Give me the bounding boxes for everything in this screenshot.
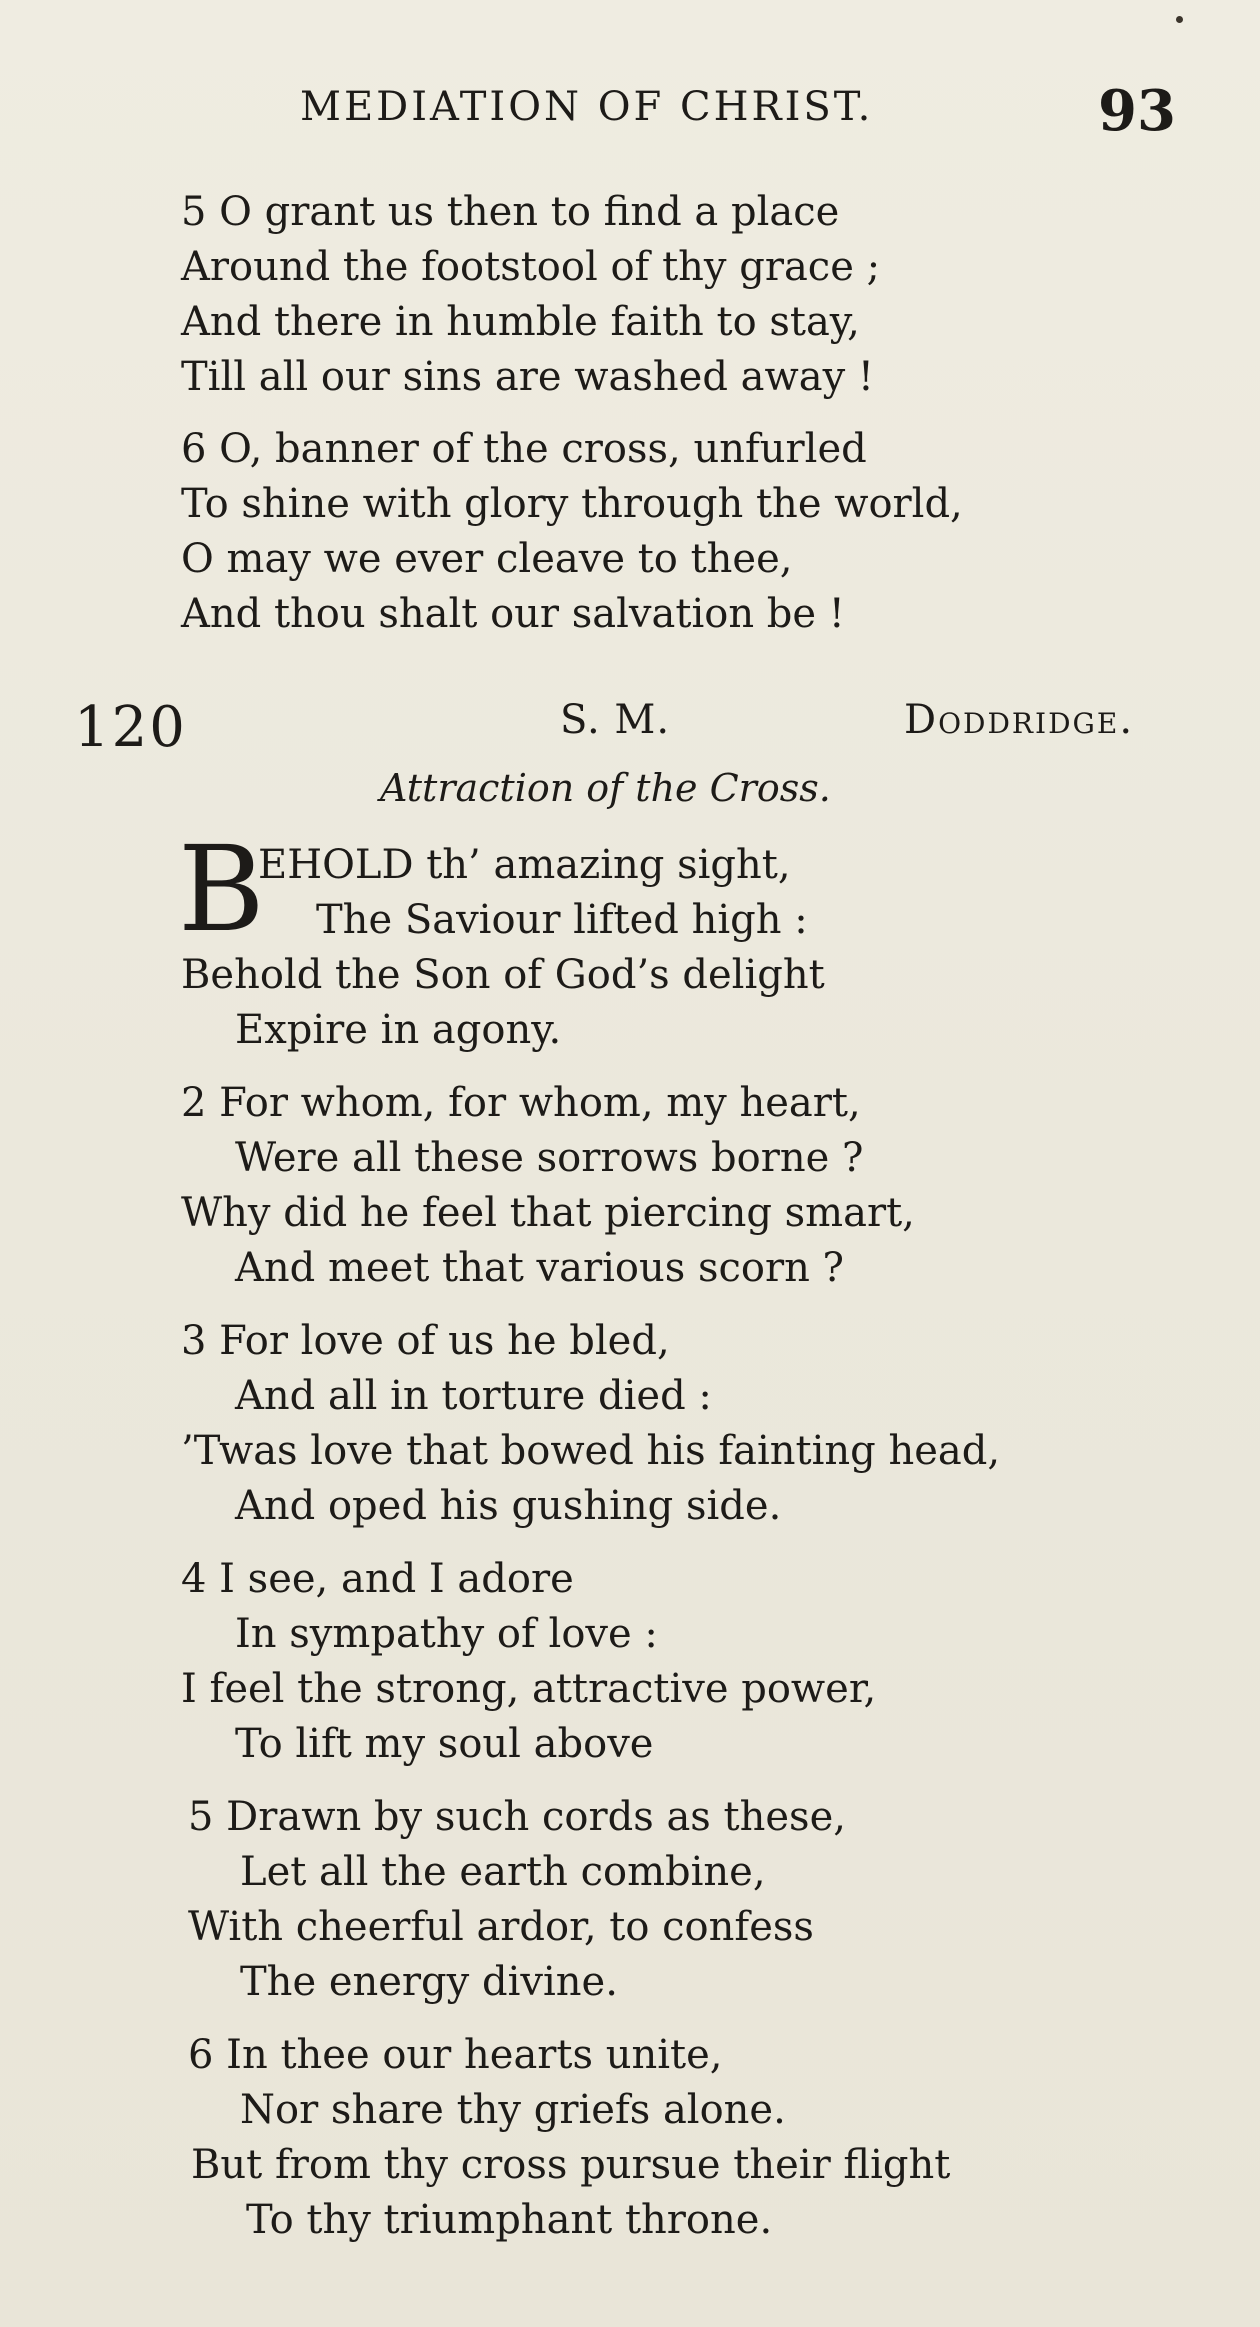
verse-line: Behold the Son of God’s delight: [181, 952, 825, 998]
verse-line: With cheerful ardor, to confess: [188, 1904, 814, 1950]
verse-line: And thou shalt our salvation be !: [181, 591, 845, 637]
verse-line: ’Twas love that bowed his fainting head,: [181, 1428, 1001, 1474]
verse-line: 5 Drawn by such cords as these,: [188, 1794, 846, 1840]
verse-line: Till all our sins are washed away !: [181, 354, 874, 400]
verse-line: To lift my soul above: [235, 1721, 654, 1767]
hymn-author: Doddridge.: [904, 697, 1135, 743]
verse-line: Let all the earth combine,: [240, 1849, 766, 1895]
verse-line: Around the footstool of thy grace ;: [181, 244, 881, 290]
page-number: 93: [1098, 78, 1176, 144]
verse-line: And meet that various scorn ?: [235, 1245, 845, 1291]
verse-line: EHOLD th’ amazing sight,: [258, 842, 791, 888]
verse-line: And oped his gushing side.: [235, 1483, 782, 1529]
verse-line: 2 For whom, for whom, my heart,: [181, 1080, 861, 1126]
verse-line: In sympathy of love :: [235, 1611, 658, 1657]
hymn-number: 120: [74, 695, 187, 760]
verse-line: 6 In thee our hearts unite,: [188, 2032, 723, 2078]
drop-cap: B: [178, 820, 265, 958]
verse-line: To shine with glory through the world,: [181, 481, 963, 527]
verse-line: O may we ever cleave to thee,: [181, 536, 793, 582]
verse-line: But from thy cross pursue their flight: [191, 2142, 951, 2188]
verse-line: 5 O grant us then to find a place: [181, 189, 840, 235]
verse-line: And all in torture died :: [235, 1373, 712, 1419]
verse-line: 4 I see, and I adore: [181, 1556, 574, 1602]
verse-line: Were all these sorrows borne ?: [235, 1135, 864, 1181]
verse-line: Why did he feel that piercing smart,: [181, 1190, 915, 1236]
verse-line: I feel the strong, attractive power,: [181, 1666, 877, 1712]
verse-line: The energy divine.: [240, 1959, 618, 2005]
verse-line: The Saviour lifted high :: [316, 897, 808, 943]
verse-line: 3 For love of us he bled,: [181, 1318, 670, 1364]
verse-line: And there in humble faith to stay,: [181, 299, 860, 345]
verse-line: To thy triumphant throne.: [246, 2197, 773, 2243]
verse-line: Expire in agony.: [235, 1007, 562, 1053]
verse-line: Nor share thy griefs alone.: [240, 2087, 786, 2133]
hymn-title: Attraction of the Cross.: [380, 766, 831, 810]
ink-speck: [1176, 16, 1183, 23]
running-head: MEDIATION OF CHRIST.: [300, 84, 874, 130]
hymn-meter: S. M.: [560, 697, 671, 743]
verse-line: 6 O, banner of the cross, unfurled: [181, 426, 867, 472]
